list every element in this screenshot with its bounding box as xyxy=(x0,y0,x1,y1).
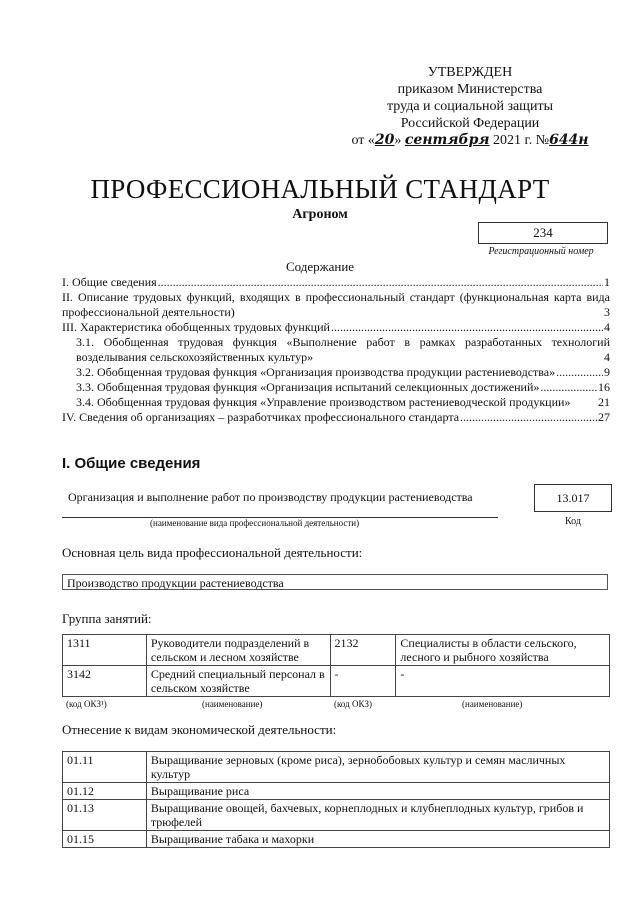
table-row xyxy=(63,666,610,697)
date-year: 2021 г. № xyxy=(493,133,550,148)
econ-label: Отнесение к видам экономической деятельности: xyxy=(62,722,337,737)
okved-code: 01.11 xyxy=(63,752,147,783)
toc-item[interactable]: 3.3. Обобщенная трудовая функция «Организация испытаний селекционных достижений» ..... 16 xyxy=(62,380,610,395)
toc-item[interactable]: II. Описание трудовых функций, входящих в профессиональный стандарт (функциональная карта вида профессиональной деятельности) 3 xyxy=(62,290,610,319)
registration-label: Регистрационный номер xyxy=(488,246,594,257)
toc-item[interactable]: 3.4. Обобщенная трудовая функция «Управление производством растениеводческой продукции» 21 xyxy=(76,395,610,409)
date-day: 20 xyxy=(374,132,395,148)
date-mid: » xyxy=(394,133,402,148)
table-row xyxy=(63,800,610,831)
okved-code: 01.13 xyxy=(63,800,147,831)
okz-name: - xyxy=(396,666,610,697)
caption-okz-code: (код ОКЗ) xyxy=(334,699,372,709)
section-heading: I. Общие сведения xyxy=(62,455,201,472)
toc-item[interactable]: 3.1. Обобщенная трудовая функция «Выполнение работ в рамках разработанных технологий возделывания сельскохозяйственных культур» 4 xyxy=(76,335,610,364)
okz-code: 2132 xyxy=(330,635,396,666)
occupations-table xyxy=(62,634,610,697)
document-subtitle: Агроном xyxy=(292,207,348,222)
document-title: ПРОФЕССИОНАЛЬНЫЙ СТАНДАРТ xyxy=(90,174,550,204)
okved-table xyxy=(62,751,610,848)
okz-name: Средний специальный персонал в сельском хозяйстве xyxy=(146,666,330,697)
okz-code: 3142 xyxy=(63,666,147,697)
okz-code: - xyxy=(330,666,396,697)
group-label: Группа занятий: xyxy=(62,611,152,626)
goal-value: Производство продукции растениеводства xyxy=(62,574,608,590)
approval-line-4: Российской Федерации xyxy=(400,116,540,131)
date-month: сентября xyxy=(404,132,490,148)
order-number: 644н xyxy=(549,132,589,148)
okved-name: Выращивание риса xyxy=(146,783,609,800)
toc-item[interactable]: III. Характеристика обобщенных трудовых функций ..... 4 xyxy=(62,320,610,335)
okved-name: Выращивание овощей, бахчевых, корнеплодных и клубнеплодных культур, грибов и трюфелей xyxy=(146,800,609,831)
table-row xyxy=(63,635,610,666)
toc-item[interactable]: 3.2. Обобщенная трудовая функция «Организация производства продукции растениеводства» ..... 9 xyxy=(62,365,610,380)
goal-label: Основная цель вида профессиональной деятельности: xyxy=(62,545,363,560)
okved-code: 01.12 xyxy=(63,783,147,800)
approval-line-1: УТВЕРЖДЕН xyxy=(427,65,513,80)
registration-number: 234 xyxy=(478,222,608,244)
caption-okz-code: (код ОКЗ¹) xyxy=(66,699,107,709)
okz-name: Специалисты в области сельского, лесного и рыбного хозяйства xyxy=(396,635,610,666)
approval-line-2: приказом Министерства xyxy=(397,82,543,97)
table-row xyxy=(63,752,610,783)
okz-code: 1311 xyxy=(63,635,147,666)
okz-name: Руководители подразделений в сельском и лесном хозяйстве xyxy=(146,635,330,666)
approval-block xyxy=(340,64,600,149)
toc-item[interactable]: IV. Сведения об организациях – разработчиках профессионального стандарта ..... 27 xyxy=(62,410,610,425)
table-row xyxy=(63,783,610,800)
code-caption: Код xyxy=(565,516,581,527)
activity-name: Организация и выполнение работ по производству продукции растениеводства xyxy=(68,490,473,504)
caption-name: (наименование) xyxy=(202,699,263,709)
approval-line-3: труда и социальной защиты xyxy=(387,99,553,114)
toc-heading: Содержание xyxy=(285,259,355,274)
date-prefix: от « xyxy=(351,133,375,148)
approval-date-line xyxy=(340,132,600,149)
caption-name: (наименование) xyxy=(462,699,523,709)
activity-caption: (наименование вида профессиональной деятельности) xyxy=(150,518,360,528)
okved-name: Выращивание зерновых (кроме риса), зернобобовых культур и семян масличных культур xyxy=(146,752,609,783)
table-row xyxy=(63,831,610,848)
table-of-contents xyxy=(62,275,610,425)
okved-code: 01.15 xyxy=(63,831,147,848)
toc-item[interactable]: I. Общие сведения ..... 1 xyxy=(62,275,610,290)
activity-code: 13.017 xyxy=(534,484,612,512)
okved-name: Выращивание табака и махорки xyxy=(146,831,609,848)
